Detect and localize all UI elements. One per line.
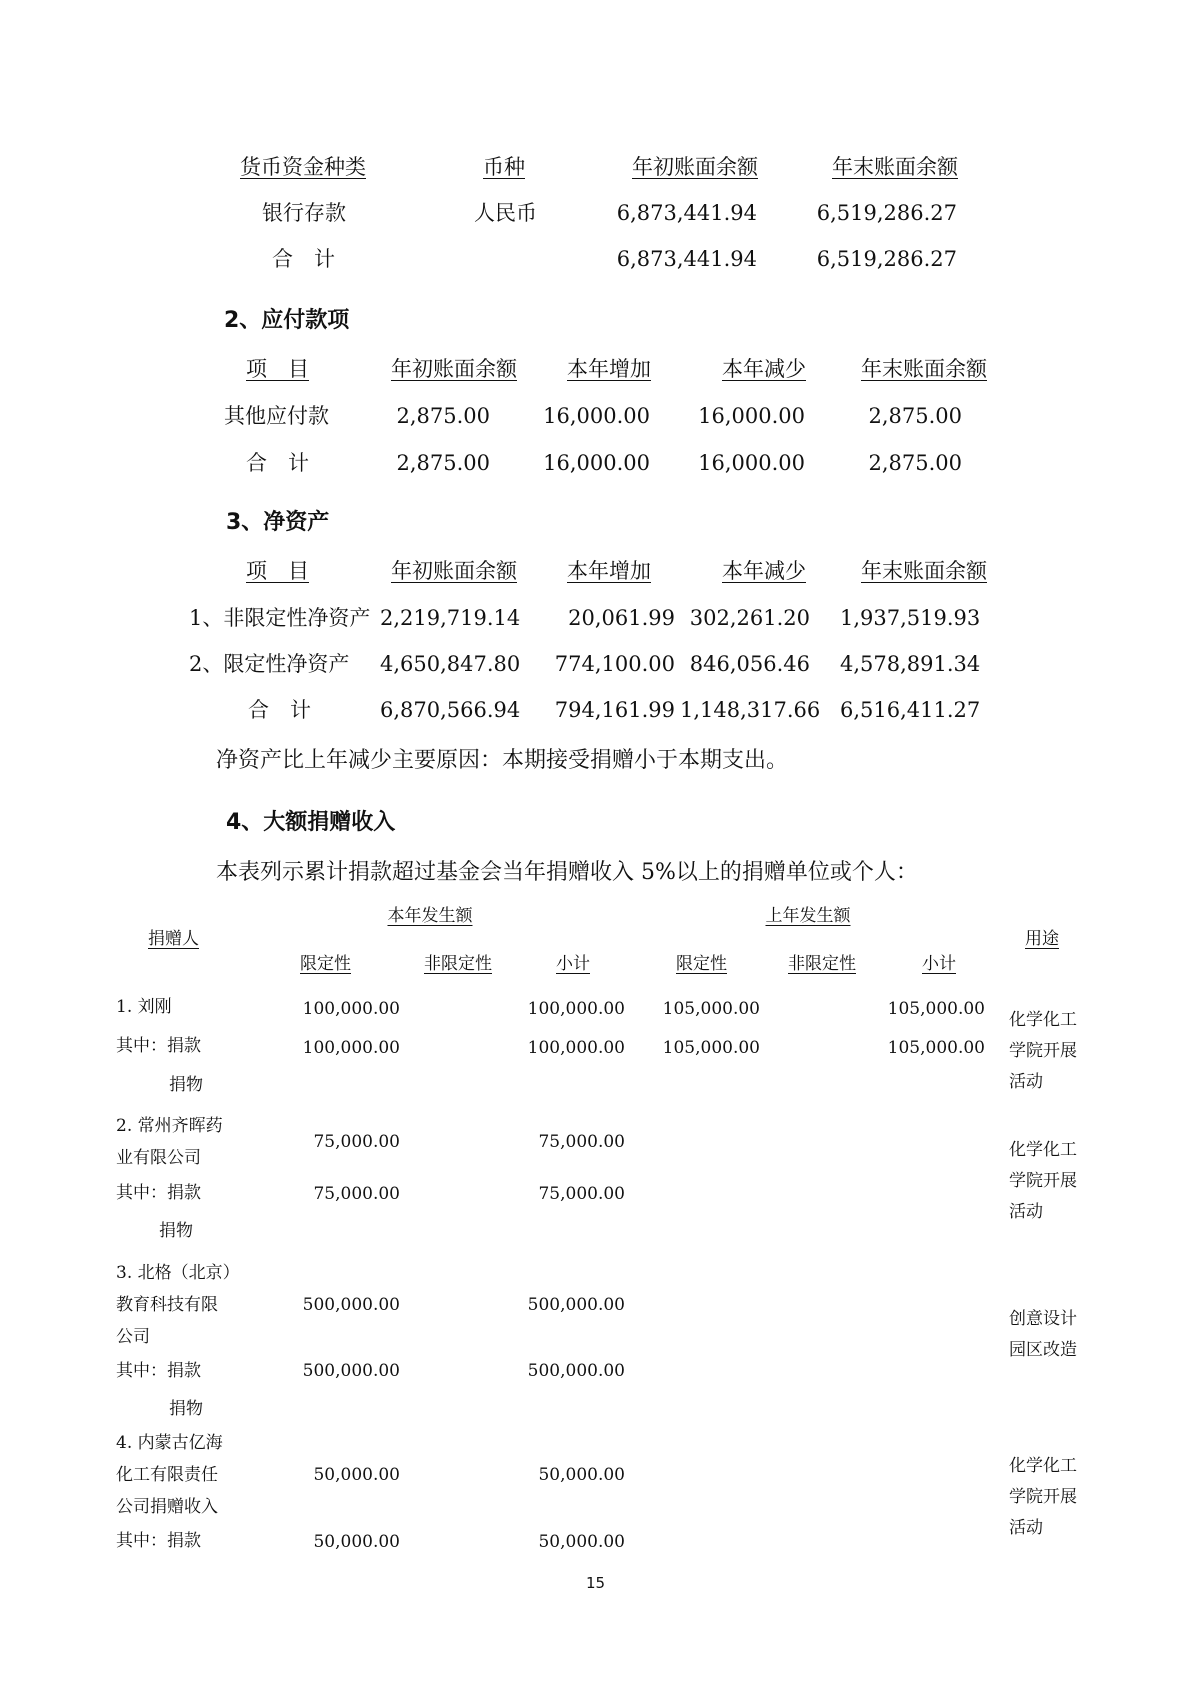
- col-header-increase: 本年增加: [567, 357, 651, 381]
- cell-increase: 794,161.99: [554, 698, 675, 722]
- cell-opening: 4,650,847.80: [380, 652, 521, 676]
- col-header-usage: 用途: [1025, 929, 1059, 949]
- cash-restricted: 100,000.00: [302, 1038, 400, 1058]
- col-header-subtotal: 小计: [556, 954, 590, 974]
- cash-donation-label: 其中：捐款: [116, 1531, 201, 1551]
- col-header-closing-balance: 年末账面余额: [832, 155, 958, 179]
- cell-label: 1、非限定性净资产: [189, 606, 371, 630]
- goods-donation-label: 捐物: [169, 1399, 203, 1419]
- cell-label: 银行存款: [262, 201, 346, 225]
- cell-label: 其他应付款: [224, 404, 329, 428]
- cell-increase: 16,000.00: [543, 451, 650, 475]
- cell-increase: 774,100.00: [554, 652, 675, 676]
- cash-restricted: 50,000.00: [313, 1532, 400, 1552]
- col-group-current-year: 本年发生额: [387, 906, 473, 926]
- donor-name: 3. 北格（北京）: [116, 1263, 240, 1283]
- donor-name: 4. 内蒙古亿海: [116, 1433, 223, 1453]
- usage-text: 活动: [1009, 1518, 1043, 1538]
- cell-closing: 2,875.00: [868, 451, 962, 475]
- col-header-currency: 币种: [483, 155, 525, 179]
- col-header-opening-balance: 年初账面余额: [391, 357, 517, 381]
- cash-restricted: 500,000.00: [302, 1361, 400, 1381]
- cell-label: 2、限定性净资产: [189, 652, 350, 676]
- usage-text: 园区改造: [1009, 1340, 1077, 1360]
- col-header-opening-balance: 年初账面余额: [391, 559, 517, 583]
- amount-subtotal: 75,000.00: [538, 1132, 625, 1152]
- cell-opening: 6,873,441.94: [616, 201, 757, 225]
- cash-prev-restricted: 105,000.00: [662, 1038, 760, 1058]
- cash-subtotal: 500,000.00: [527, 1361, 625, 1381]
- col-header-restricted: 限定性: [676, 954, 727, 974]
- col-header-increase: 本年增加: [567, 559, 651, 583]
- usage-text: 创意设计: [1009, 1309, 1077, 1329]
- donor-name: 公司捐赠收入: [116, 1497, 218, 1517]
- amount-prev-restricted: 105,000.00: [662, 999, 760, 1019]
- cell-label: 合 计: [248, 698, 311, 722]
- cash-subtotal: 75,000.00: [538, 1184, 625, 1204]
- donor-name: 1. 刘刚: [116, 997, 172, 1017]
- cell-label: 合 计: [272, 247, 335, 271]
- usage-text: 活动: [1009, 1202, 1043, 1222]
- cell-decrease: 1,148,317.66: [680, 698, 821, 722]
- cell-closing: 6,519,286.27: [816, 201, 957, 225]
- col-header-closing-balance: 年末账面余额: [861, 357, 987, 381]
- donor-name: 教育科技有限: [116, 1295, 218, 1315]
- amount-restricted: 100,000.00: [302, 999, 400, 1019]
- col-header-item: 项 目: [246, 357, 309, 381]
- page-number: 15: [586, 1574, 606, 1592]
- cell-decrease: 302,261.20: [689, 606, 810, 630]
- donor-name: 公司: [116, 1327, 150, 1347]
- section-title-donations: 4、大额捐赠收入: [226, 810, 396, 835]
- col-header-opening-balance: 年初账面余额: [632, 155, 758, 179]
- usage-text: 化学化工: [1009, 1010, 1077, 1030]
- cash-prev-subtotal: 105,000.00: [887, 1038, 985, 1058]
- cell-currency: 人民币: [474, 201, 537, 225]
- col-header-subtotal: 小计: [922, 954, 956, 974]
- cell-increase: 16,000.00: [543, 404, 650, 428]
- cell-closing: 1,937,519.93: [840, 606, 981, 630]
- amount-subtotal: 500,000.00: [527, 1295, 625, 1315]
- cell-closing: 6,516,411.27: [840, 698, 981, 722]
- amount-subtotal: 50,000.00: [538, 1465, 625, 1485]
- goods-donation-label: 捐物: [159, 1221, 193, 1241]
- usage-text: 学院开展: [1009, 1041, 1077, 1061]
- cell-decrease: 16,000.00: [698, 404, 805, 428]
- col-header-unrestricted: 非限定性: [424, 954, 492, 974]
- cell-opening: 6,873,441.94: [616, 247, 757, 271]
- cash-donation-label: 其中：捐款: [116, 1361, 201, 1381]
- cell-increase: 20,061.99: [568, 606, 675, 630]
- cell-decrease: 846,056.46: [689, 652, 810, 676]
- donor-name: 业有限公司: [116, 1148, 201, 1168]
- col-header-restricted: 限定性: [300, 954, 351, 974]
- cash-restricted: 75,000.00: [313, 1184, 400, 1204]
- usage-text: 学院开展: [1009, 1487, 1077, 1507]
- usage-text: 活动: [1009, 1072, 1043, 1092]
- col-group-previous-year: 上年发生额: [765, 906, 851, 926]
- usage-text: 化学化工: [1009, 1140, 1077, 1160]
- cell-closing: 2,875.00: [868, 404, 962, 428]
- cell-closing: 4,578,891.34: [840, 652, 981, 676]
- cell-opening: 2,875.00: [396, 404, 490, 428]
- cell-label: 合 计: [246, 451, 309, 475]
- section-title-payables: 2、应付款项: [224, 308, 350, 333]
- section-title-net-assets: 3、净资产: [226, 510, 330, 535]
- cash-donation-label: 其中：捐款: [116, 1183, 201, 1203]
- usage-text: 化学化工: [1009, 1456, 1077, 1476]
- col-header-unrestricted: 非限定性: [788, 954, 856, 974]
- usage-text: 学院开展: [1009, 1171, 1077, 1191]
- amount-restricted: 50,000.00: [313, 1465, 400, 1485]
- amount-restricted: 500,000.00: [302, 1295, 400, 1315]
- amount-subtotal: 100,000.00: [527, 999, 625, 1019]
- col-header-decrease: 本年减少: [722, 559, 806, 583]
- col-header-item: 项 目: [246, 559, 309, 583]
- donations-intro: 本表列示累计捐款超过基金会当年捐赠收入 5%以上的捐赠单位或个人：: [216, 860, 918, 885]
- donor-name: 2. 常州齐晖药: [116, 1116, 223, 1136]
- amount-restricted: 75,000.00: [313, 1132, 400, 1152]
- amount-prev-subtotal: 105,000.00: [887, 999, 985, 1019]
- cell-opening: 2,875.00: [396, 451, 490, 475]
- cash-donation-label: 其中：捐款: [116, 1036, 201, 1056]
- col-header-donor: 捐赠人: [148, 929, 199, 949]
- cash-subtotal: 100,000.00: [527, 1038, 625, 1058]
- col-header-closing-balance: 年末账面余额: [861, 559, 987, 583]
- cell-closing: 6,519,286.27: [816, 247, 957, 271]
- cell-opening: 2,219,719.14: [380, 606, 521, 630]
- goods-donation-label: 捐物: [169, 1075, 203, 1095]
- col-header-cash-type: 货币资金种类: [240, 155, 366, 179]
- cell-decrease: 16,000.00: [698, 451, 805, 475]
- net-assets-note: 净资产比上年减少主要原因：本期接受捐赠小于本期支出。: [216, 748, 789, 773]
- cash-subtotal: 50,000.00: [538, 1532, 625, 1552]
- donor-name: 化工有限责任: [116, 1465, 218, 1485]
- col-header-decrease: 本年减少: [722, 357, 806, 381]
- cell-opening: 6,870,566.94: [380, 698, 521, 722]
